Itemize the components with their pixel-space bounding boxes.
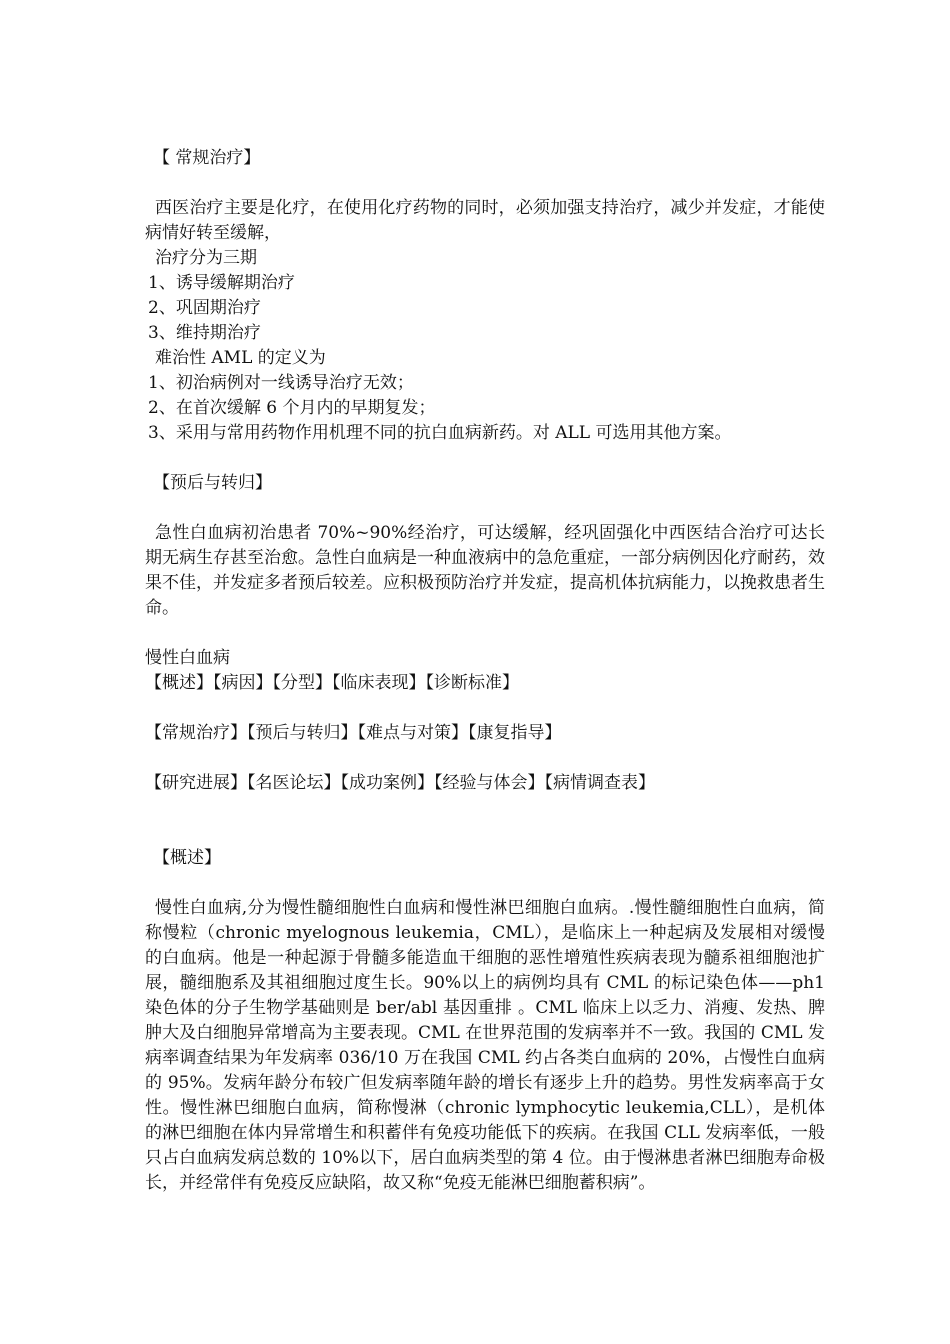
overview-heading: 【概述】: [153, 848, 221, 868]
chronic-title: 慢性白血病: [145, 648, 230, 668]
nav-link-prognosis[interactable]: 【预后与转归】: [247, 723, 358, 743]
prognosis-text: 急性白血病初治患者 70%~90%经治疗，可达缓解，经巩固强化中西医结合治疗可达长期无病生存甚至治愈。急性白血病是一种血液病中的急危重症，一部分病例因化疗耐药，效果不佳，并发症多者预后较差。应积极预防治疗并发症，提高机体抗病能力，以挽救患者生命。: [145, 523, 825, 618]
nav-link-clinical[interactable]: 【临床表现】: [332, 673, 426, 693]
treatment-phase-2: 2、巩固期治疗: [148, 298, 261, 318]
overview-text: 慢性白血病,分为慢性髓细胞性白血病和慢性淋巴细胞白血病。.慢性髓细胞性白血病，简称慢粒（chronic myelognous leukemia，CML），是临床上一种起病及发展相对缓慢的白血病。他是一种起源于骨髓多能造血干细胞的恶性增殖性疾病表现为髓系祖细胞池扩展，髓细胞系及其祖细胞过度生长。90%以上的病例均具有 CML 的标记染色体——ph1 染色体的分子生物学基础则是 ber/abl 基因重排 。CML 临床上以乏力、消瘦、发热、脾肿大及白细胞异常增高为主要表现。CML 在世界范围的发病率并不一致。我国的 CML 发病率调查结果为年发病率 036/10 万在我国 CML 约占各类白血病的 20%，占慢性白血病的 95%。发病年龄分布较广但发病率随年龄的增长有逐步上升的趋势。男性发病率高于女性。慢性淋巴细胞白血病，简称慢淋（chronic lymphocytic leukemia,CLL），是机体的淋巴细胞在体内异常增生和积蓄伴有免疫功能低下的疾病。在我国 CLL 发病率低，一般只占白血病发病总数的 10%以下，居白血病类型的第 4 位。由于慢淋患者淋巴细胞寿命极长，并经常伴有免疫反应缺陷，故又称“免疫无能淋巴细胞蓄积病”。: [145, 898, 825, 1193]
refractory-item-2: 2、在首次缓解 6 个月内的早期复发；: [148, 398, 436, 418]
nav-link-cases[interactable]: 【成功案例】: [340, 773, 434, 793]
treatment-heading: 【 常规治疗】: [153, 148, 261, 168]
treatment-phase-3: 3、维持期治疗: [148, 323, 261, 343]
nav-link-overview[interactable]: 【概述】: [145, 673, 213, 693]
treatment-intro: 西医治疗主要是化疗，在使用化疗药物的同时，必须加强支持治疗，减少并发症，才能使病情好转至缓解，: [145, 198, 825, 243]
nav-link-rehab[interactable]: 【康复指导】: [468, 723, 562, 743]
refractory-item-1: 1、初治病例对一线诱导治疗无效；: [148, 373, 414, 393]
nav-link-difficulties[interactable]: 【难点与对策】: [357, 723, 468, 743]
nav-link-treatment[interactable]: 【常规治疗】: [145, 723, 247, 743]
nav-row-3: [145, 771, 825, 796]
nav-link-diagnosis[interactable]: 【诊断标准】: [425, 673, 519, 693]
prognosis-heading: 【预后与转归】: [153, 473, 272, 493]
nav-link-experience[interactable]: 【经验与体会】: [434, 773, 545, 793]
refractory-item-3: 3、采用与常用药物作用机理不同的抗白血病新药。对 ALL 可选用其他方案。: [148, 423, 732, 443]
nav-row-1: [145, 671, 825, 696]
document-body: [145, 146, 825, 1196]
refractory-intro: 难治性 AML 的定义为: [155, 348, 326, 368]
nav-link-forum[interactable]: 【名医论坛】: [247, 773, 341, 793]
nav-link-survey[interactable]: 【病情调查表】: [544, 773, 655, 793]
nav-link-cause[interactable]: 【病因】: [213, 673, 273, 693]
nav-link-research[interactable]: 【研究进展】: [145, 773, 247, 793]
treatment-phase-1: 1、诱导缓解期治疗: [148, 273, 295, 293]
treatment-phases-intro: 治疗分为三期: [155, 248, 257, 268]
nav-row-2: [145, 721, 825, 746]
nav-link-classification[interactable]: 【分型】: [272, 673, 332, 693]
